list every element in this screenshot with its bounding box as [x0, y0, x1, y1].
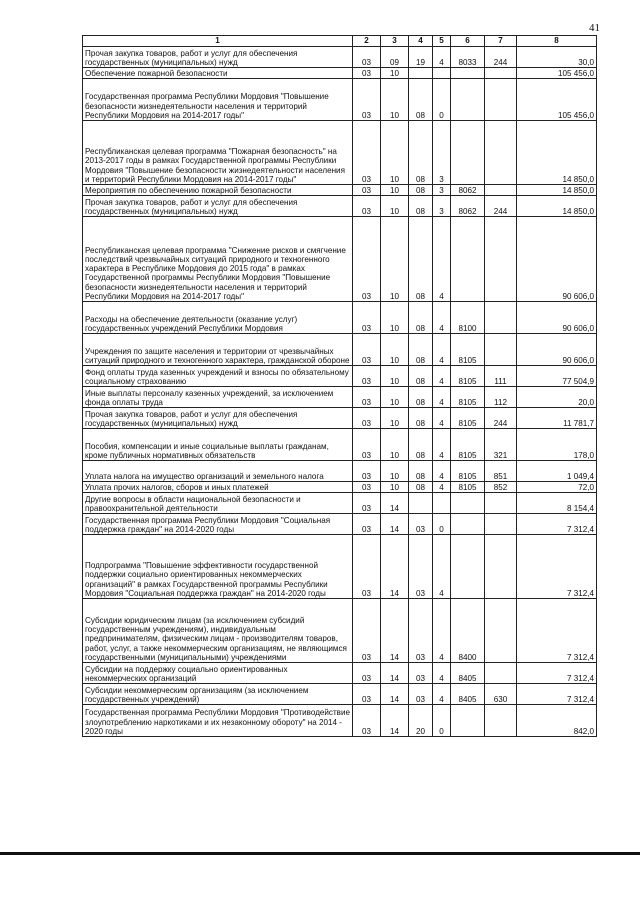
row-subprogram: 3 — [433, 121, 451, 185]
header-col-4: 4 — [409, 36, 433, 47]
row-program: 03 — [409, 535, 433, 599]
row-program: 08 — [409, 302, 433, 334]
row-program: 08 — [409, 366, 433, 387]
row-subprogram: 4 — [433, 663, 451, 684]
row-description: Прочая закупка товаров, работ и услуг для обеспечения государственных (муниципальных) нужд — [83, 408, 353, 429]
row-subsection: 10 — [381, 429, 409, 461]
row-expense-type — [485, 121, 517, 185]
header-col-5: 5 — [433, 36, 451, 47]
row-program: 08 — [409, 461, 433, 482]
table-row — [83, 196, 597, 217]
table-row — [83, 663, 597, 684]
row-subprogram: 4 — [433, 599, 451, 663]
row-program: 19 — [409, 47, 433, 68]
table-header-row — [83, 36, 597, 47]
row-program: 08 — [409, 387, 433, 408]
row-description: Расходы на обеспечение деятельности (оказание услуг) государственных учреждений Республики Мордовия — [83, 302, 353, 334]
row-subprogram: 4 — [433, 408, 451, 429]
row-description: Субсидии на поддержку социально ориентированных некоммерческих организаций — [83, 663, 353, 684]
row-subsection: 10 — [381, 217, 409, 302]
row-program: 08 — [409, 334, 433, 366]
row-subprogram: 4 — [433, 302, 451, 334]
header-col-7: 7 — [485, 36, 517, 47]
row-program: 08 — [409, 429, 433, 461]
table-row — [83, 705, 597, 737]
page-number: 41 — [589, 22, 600, 34]
row-target-item: 8062 — [451, 196, 485, 217]
row-expense-type — [485, 493, 517, 514]
row-section: 03 — [353, 599, 381, 663]
row-target-item — [451, 514, 485, 535]
row-section: 03 — [353, 68, 381, 79]
header-col-1: 1 — [83, 36, 353, 47]
row-description: Республиканская целевая программа "Снижение рисков и смягчение последствий чрезвычайных ситуаций природного и техногенного характера в Республике Мордовия до 2015 года" в рамках Государственной программы Республики Мордовия "Повышение безопасности жизнедеятельности населения и территорий Республики Мордовия на 2014-2017 годы" — [83, 217, 353, 302]
row-target-item — [451, 535, 485, 599]
row-description: Прочая закупка товаров, работ и услуг для обеспечения государственных (муниципальных) нужд — [83, 47, 353, 68]
row-subprogram: 0 — [433, 514, 451, 535]
row-expense-type: 852 — [485, 482, 517, 493]
row-amount: 20,0 — [517, 387, 597, 408]
row-target-item — [451, 79, 485, 121]
row-section: 03 — [353, 429, 381, 461]
row-subsection: 10 — [381, 366, 409, 387]
row-amount: 8 154,4 — [517, 493, 597, 514]
row-expense-type — [485, 514, 517, 535]
row-description: Государственная программа Республики Мордовия "Противодействие злоупотреблению наркотиками и их незаконному обороту" на 2014 - 2020 годы — [83, 705, 353, 737]
row-target-item: 8405 — [451, 684, 485, 705]
table-row — [83, 366, 597, 387]
table-row — [83, 535, 597, 599]
row-subprogram — [433, 68, 451, 79]
row-subsection: 10 — [381, 334, 409, 366]
row-expense-type — [485, 334, 517, 366]
row-section: 03 — [353, 387, 381, 408]
row-program: 20 — [409, 705, 433, 737]
row-subsection: 10 — [381, 68, 409, 79]
row-program: 08 — [409, 482, 433, 493]
row-section: 03 — [353, 408, 381, 429]
row-section: 03 — [353, 482, 381, 493]
row-expense-type — [485, 663, 517, 684]
row-description: Подпрограмма "Повышение эффективности государственной поддержки социально ориентированных некоммерческих организаций" в рамках Государственной программы Республики Мордовия "Социальная поддержка граждан" на 2014-2020 годы — [83, 535, 353, 599]
row-subprogram: 4 — [433, 429, 451, 461]
row-subsection: 14 — [381, 514, 409, 535]
row-expense-type — [485, 302, 517, 334]
row-amount: 178,0 — [517, 429, 597, 461]
row-target-item — [451, 217, 485, 302]
row-subprogram — [433, 493, 451, 514]
header-col-3: 3 — [381, 36, 409, 47]
row-amount: 842,0 — [517, 705, 597, 737]
row-amount: 14 850,0 — [517, 185, 597, 196]
row-amount: 11 781,7 — [517, 408, 597, 429]
table-row — [83, 599, 597, 663]
table-row — [83, 302, 597, 334]
row-subsection: 10 — [381, 121, 409, 185]
row-description: Уплата налога на имущество организаций и земельного налога — [83, 461, 353, 482]
row-subsection: 14 — [381, 493, 409, 514]
row-amount: 7 312,4 — [517, 535, 597, 599]
table-row — [83, 121, 597, 185]
row-expense-type: 112 — [485, 387, 517, 408]
table-row — [83, 461, 597, 482]
row-subprogram: 3 — [433, 196, 451, 217]
row-target-item: 8105 — [451, 461, 485, 482]
row-amount: 72,0 — [517, 482, 597, 493]
row-target-item — [451, 121, 485, 185]
row-subsection: 10 — [381, 79, 409, 121]
row-program: 08 — [409, 196, 433, 217]
row-description: Республиканская целевая программа "Пожарная безопасность" на 2013-2017 годы в рамках Государственной программы Республики Мордовия "Повышение безопасности жизнедеятельности населения и территорий Республики Мордовия на 2014-2017 годы" — [83, 121, 353, 185]
row-program — [409, 68, 433, 79]
row-program: 08 — [409, 185, 433, 196]
row-subsection: 14 — [381, 535, 409, 599]
row-description: Прочая закупка товаров, работ и услуг для обеспечения государственных (муниципальных) нужд — [83, 196, 353, 217]
row-section: 03 — [353, 514, 381, 535]
row-target-item — [451, 493, 485, 514]
row-section: 03 — [353, 535, 381, 599]
row-subsection: 10 — [381, 482, 409, 493]
row-amount: 1 049,4 — [517, 461, 597, 482]
scan-edge-line — [0, 852, 640, 855]
row-description: Другие вопросы в области национальной безопасности и правоохранительной деятельности — [83, 493, 353, 514]
row-target-item: 8400 — [451, 599, 485, 663]
table-row — [83, 493, 597, 514]
row-subprogram: 4 — [433, 482, 451, 493]
row-description: Фонд оплаты труда казенных учреждений и взносы по обязательному социальному страхованию — [83, 366, 353, 387]
row-target-item: 8105 — [451, 387, 485, 408]
row-amount: 14 850,0 — [517, 196, 597, 217]
table-row — [83, 514, 597, 535]
row-section: 03 — [353, 47, 381, 68]
row-target-item: 8105 — [451, 334, 485, 366]
row-section: 03 — [353, 185, 381, 196]
row-subsection: 09 — [381, 47, 409, 68]
table-row — [83, 684, 597, 705]
row-program: 03 — [409, 684, 433, 705]
row-subprogram: 3 — [433, 185, 451, 196]
row-subsection: 10 — [381, 302, 409, 334]
row-amount: 105 456,0 — [517, 79, 597, 121]
row-description: Субсидии юридическим лицам (за исключением субсидий государственным учреждениям), индивидуальным предпринимателям, физическим лицам - производителям товаров, работ, услуг, а также некоммерческим организациям, не являющимся государственными (муниципальными) учреждениями — [83, 599, 353, 663]
table-row — [83, 68, 597, 79]
table-row — [83, 47, 597, 68]
row-target-item: 8100 — [451, 302, 485, 334]
row-target-item: 8062 — [451, 185, 485, 196]
row-section: 03 — [353, 461, 381, 482]
row-subprogram: 0 — [433, 79, 451, 121]
row-target-item: 8105 — [451, 482, 485, 493]
row-section: 03 — [353, 366, 381, 387]
row-subprogram: 4 — [433, 47, 451, 68]
row-amount: 7 312,4 — [517, 514, 597, 535]
row-section: 03 — [353, 684, 381, 705]
row-expense-type — [485, 705, 517, 737]
row-target-item: 8105 — [451, 366, 485, 387]
row-subprogram: 4 — [433, 217, 451, 302]
row-expense-type — [485, 217, 517, 302]
row-subsection: 14 — [381, 705, 409, 737]
row-amount: 7 312,4 — [517, 599, 597, 663]
row-amount: 90 606,0 — [517, 334, 597, 366]
row-expense-type: 244 — [485, 196, 517, 217]
row-subprogram: 4 — [433, 684, 451, 705]
row-target-item: 8105 — [451, 429, 485, 461]
row-program: 03 — [409, 514, 433, 535]
table-body — [83, 47, 597, 737]
row-amount: 7 312,4 — [517, 684, 597, 705]
table-row — [83, 387, 597, 408]
row-subprogram: 0 — [433, 705, 451, 737]
row-expense-type: 321 — [485, 429, 517, 461]
row-description: Пособия, компенсации и иные социальные выплаты гражданам, кроме публичных нормативных обязательств — [83, 429, 353, 461]
table-row — [83, 429, 597, 461]
row-program: 08 — [409, 408, 433, 429]
row-section: 03 — [353, 79, 381, 121]
row-expense-type: 111 — [485, 366, 517, 387]
row-amount: 14 850,0 — [517, 121, 597, 185]
row-amount: 90 606,0 — [517, 302, 597, 334]
row-program: 03 — [409, 599, 433, 663]
budget-table — [82, 35, 597, 737]
row-section: 03 — [353, 302, 381, 334]
row-section: 03 — [353, 663, 381, 684]
row-expense-type — [485, 535, 517, 599]
row-description: Обеспечение пожарной безопасности — [83, 68, 353, 79]
row-description: Иные выплаты персоналу казенных учреждений, за исключением фонда оплаты труда — [83, 387, 353, 408]
row-subsection: 10 — [381, 408, 409, 429]
row-amount: 105 456,0 — [517, 68, 597, 79]
row-target-item — [451, 705, 485, 737]
header-col-8: 8 — [517, 36, 597, 47]
row-subsection: 10 — [381, 387, 409, 408]
row-subsection: 14 — [381, 663, 409, 684]
row-amount: 90 606,0 — [517, 217, 597, 302]
header-col-6: 6 — [451, 36, 485, 47]
table-row — [83, 217, 597, 302]
row-section: 03 — [353, 334, 381, 366]
row-amount: 77 504,9 — [517, 366, 597, 387]
row-subprogram: 4 — [433, 387, 451, 408]
row-subsection: 10 — [381, 196, 409, 217]
table-row — [83, 79, 597, 121]
row-subsection: 10 — [381, 185, 409, 196]
row-section: 03 — [353, 121, 381, 185]
row-expense-type — [485, 79, 517, 121]
row-expense-type — [485, 68, 517, 79]
row-expense-type: 851 — [485, 461, 517, 482]
row-description: Субсидии некоммерческим организациям (за исключением государственных учреждений) — [83, 684, 353, 705]
row-subsection: 14 — [381, 599, 409, 663]
row-expense-type — [485, 599, 517, 663]
row-subprogram: 4 — [433, 535, 451, 599]
row-description: Государственная программа Республики Мордовия "Социальная поддержка граждан" на 2014-2020 годы — [83, 514, 353, 535]
table-row — [83, 334, 597, 366]
row-section: 03 — [353, 196, 381, 217]
row-subprogram: 4 — [433, 461, 451, 482]
table-row — [83, 408, 597, 429]
row-expense-type: 244 — [485, 47, 517, 68]
row-program: 08 — [409, 121, 433, 185]
row-subsection: 14 — [381, 684, 409, 705]
row-program: 08 — [409, 217, 433, 302]
row-section: 03 — [353, 217, 381, 302]
row-description: Учреждения по защите населения и территории от чрезвычайных ситуаций природного и техногенного характера, гражданской обороне — [83, 334, 353, 366]
row-program: 08 — [409, 79, 433, 121]
row-expense-type — [485, 185, 517, 196]
row-amount: 7 312,4 — [517, 663, 597, 684]
header-col-2: 2 — [353, 36, 381, 47]
row-target-item: 8405 — [451, 663, 485, 684]
row-expense-type: 630 — [485, 684, 517, 705]
row-subsection: 10 — [381, 461, 409, 482]
row-amount: 30,0 — [517, 47, 597, 68]
table-row — [83, 185, 597, 196]
row-subprogram: 4 — [433, 366, 451, 387]
row-description: Мероприятия по обеспечению пожарной безопасности — [83, 185, 353, 196]
row-subprogram: 4 — [433, 334, 451, 366]
row-target-item: 8033 — [451, 47, 485, 68]
row-section: 03 — [353, 493, 381, 514]
row-description: Государственная программа Республики Мордовия "Повышение безопасности жизнедеятельности населения и территорий Республики Мордовия на 2014-2017 годы" — [83, 79, 353, 121]
row-program: 03 — [409, 663, 433, 684]
row-section: 03 — [353, 705, 381, 737]
row-expense-type: 244 — [485, 408, 517, 429]
row-program — [409, 493, 433, 514]
row-description: Уплата прочих налогов, сборов и иных платежей — [83, 482, 353, 493]
table-row — [83, 482, 597, 493]
row-target-item: 8105 — [451, 408, 485, 429]
row-target-item — [451, 68, 485, 79]
